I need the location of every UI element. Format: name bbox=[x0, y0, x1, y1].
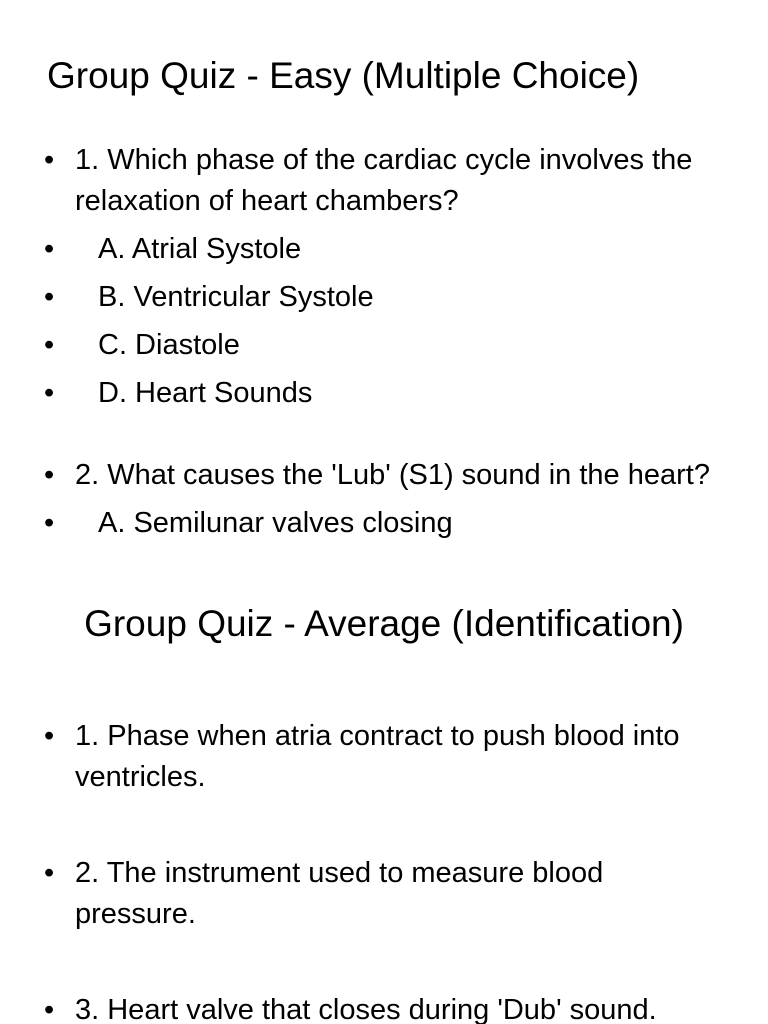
identification-item-1: • 1. Phase when atria contract to push blood into ventricles. bbox=[0, 716, 768, 798]
question-1-option-a: • A. Atrial Systole bbox=[0, 229, 768, 270]
identification-item-3: • 3. Heart valve that closes during 'Dub' sound. bbox=[0, 990, 768, 1024]
question-1-option-b: • B. Ventricular Systole bbox=[0, 277, 768, 318]
question-1-option-d: • D. Heart Sounds bbox=[0, 373, 768, 414]
slide-title: Group Quiz - Easy (Multiple Choice) bbox=[47, 55, 640, 96]
question-1-option-c: • C. Diastole bbox=[0, 325, 768, 366]
question-1: • 1. Which phase of the cardiac cycle involves the relaxation of heart chambers? bbox=[0, 140, 768, 222]
slide-title: Group Quiz - Average (Identification) bbox=[84, 603, 684, 644]
bullet-list bbox=[0, 140, 768, 551]
question-2-option-a: • A. Semilunar valves closing bbox=[0, 503, 768, 544]
slide-average-quiz bbox=[0, 576, 768, 1024]
identification-item-2: • 2. The instrument used to measure blood pressure. bbox=[0, 853, 768, 935]
bullet-list bbox=[0, 716, 768, 1024]
question-2: • 2. What causes the 'Lub' (S1) sound in the heart? bbox=[0, 455, 768, 496]
